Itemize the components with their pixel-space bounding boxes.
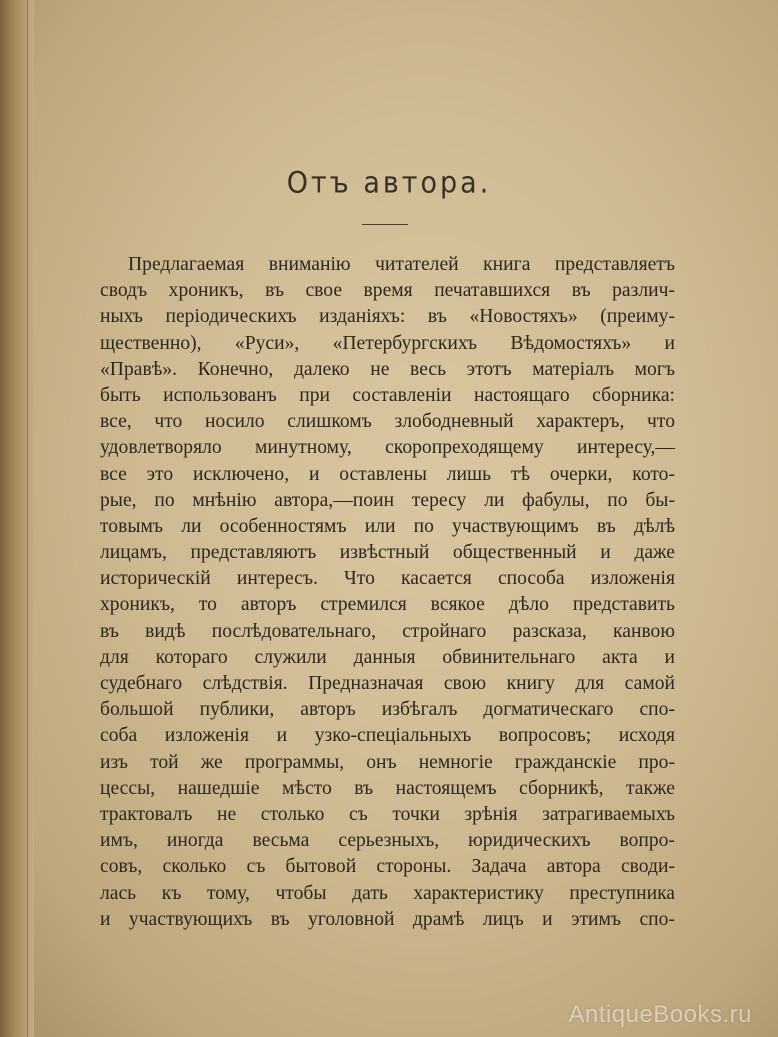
text-line: сводъ хроникъ, въ свое время печатавшихся въ различ-	[100, 280, 675, 302]
text-line: «Правѣ». Конечно, далеко не весь этотъ матеріалъ могъ	[100, 358, 675, 380]
heading-rule	[362, 224, 408, 225]
text-line: хроникъ, то авторъ стремился всякое дѣло представить	[100, 594, 675, 616]
text-line: для котораго служили данныя обвинительнаго акта и	[100, 646, 675, 668]
page-binding-edge	[0, 0, 34, 1037]
text-line: въ видѣ послѣдовательнаго, стройнаго разсказа, канвою	[100, 620, 675, 642]
text-line: рые, по мнѣнію автора,—поин тересу ли фабулы, по бы-	[100, 489, 675, 511]
text-line: товымъ ли особенностямъ или по участвующимъ въ дѣлѣ	[100, 515, 675, 537]
text-line: историческій интересъ. Что касается способа изложенія	[100, 568, 675, 590]
text-line: и участвующихъ въ уголовной драмѣ лицъ и этимъ спо-	[100, 908, 675, 930]
text-line: совъ, сколько съ бытовой стороны. Задача автора своди-	[100, 856, 675, 878]
text-line: соба изложенія и узко-спеціальныхъ вопросовъ; исходя	[100, 725, 675, 747]
body-text	[100, 252, 675, 933]
text-line: Предлагаемая вниманію читателей книга представляетъ	[128, 254, 675, 275]
text-line: трактовалъ не столько съ точки зрѣнія затрагиваемыхъ	[100, 803, 675, 825]
watermark: AntiqueBooks.ru	[568, 1001, 752, 1028]
text-line: изъ той же программы, онъ немногіе гражданскіе про-	[100, 751, 675, 773]
text-line: лицамъ, представляютъ извѣстный общественный и даже	[100, 542, 675, 564]
text-line: все, что носило слишкомъ злободневный характеръ, что	[100, 411, 675, 433]
text-line: быть использованъ при составленіи настоящаго сборника:	[100, 384, 675, 406]
text-line: все это исключено, и оставлены лишь тѣ очерки, кото-	[100, 463, 675, 485]
text-line: судебнаго слѣдствія. Предназначая свою книгу для самой	[100, 673, 675, 694]
text-line: имъ, иногда весьма серьезныхъ, юридическихъ вопро-	[100, 830, 675, 852]
text-line: ныхъ періодическихъ изданіяхъ: въ «Новостяхъ» (преиму-	[100, 306, 675, 328]
text-line: большой публики, авторъ избѣгалъ догматическаго спо-	[100, 699, 675, 721]
page-heading: Отъ автора.	[286, 166, 492, 201]
text-line: удовлетворяло минутному, скоропреходящему интересу,—	[100, 437, 675, 459]
text-line: щественно), «Руси», «Петербургскихъ Вѣдомостяхъ» и	[100, 332, 675, 354]
text-line: цессы, нашедшіе мѣсто въ настоящемъ сборникѣ, также	[100, 777, 675, 799]
text-line: лась къ тому, чтобы дать характеристику преступника	[100, 882, 675, 904]
